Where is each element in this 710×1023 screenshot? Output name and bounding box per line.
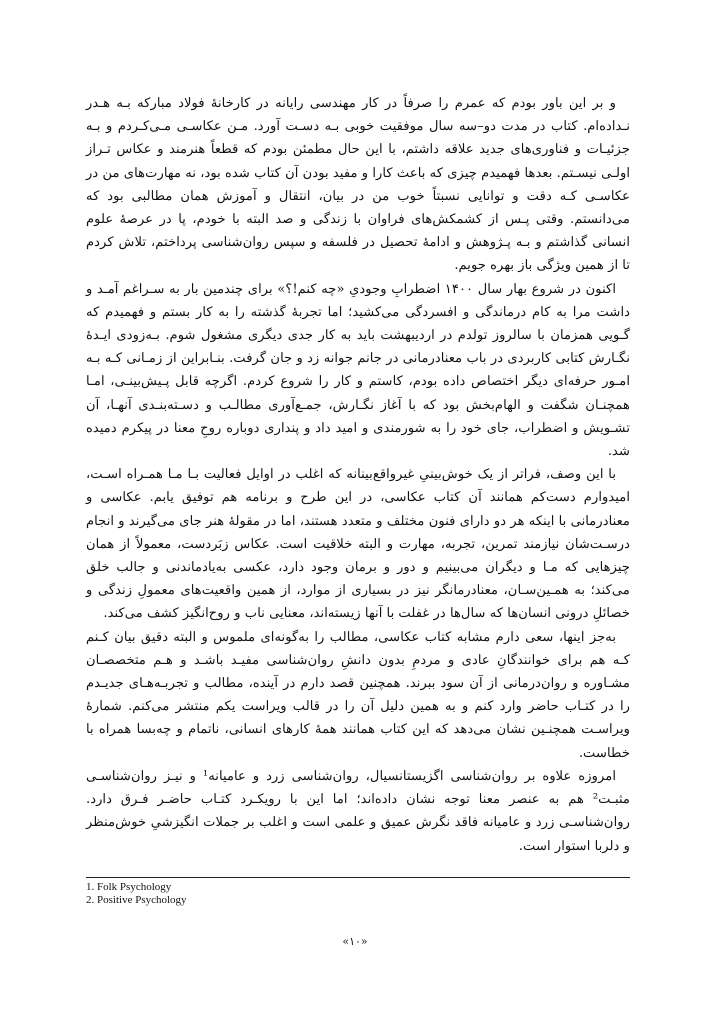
page-number: «۱۰» (342, 935, 368, 948)
paragraph-1: و بر این باور بودم که عمرم را صرفاً در کار مهندسی رایانه در کارخانهٔ فولاد مبارکه بـه هـدر نـداده‌ام. کتاب در مدت دو–سه سال موفقیت خوبی بـه دسـت آورد. مـن عکاسـی مـی‌کـردم و بـه جزئیـات و فناوری‌های جدید علاقه داشتم، با این حال مطمئن بودم که قطعاً هنرمند و عکاس تـراز اولـی نیسـتم. بعدها فهمیدم چیزی که باعث کارا و مفید بودن آن کتاب شده بود، نه مهارت‌های من در عکاسـی کـه دقت و توانایی نسبتاً خوب من در بیان، انتقال و آموزش همان مطالبی بود که می‌دانستم. وقتی پـس از کشمکش‌های فراوان با زندگی و صد البته با خودم، پا در عرصهٔ علوم انسانی گذاشتم و بـه پـژوهش و ادامهٔ تحصیل در فلسفه و سپس روان‌شناسی پرداختم، تلاش کردم تا از همین ویژگی باز بهره جویم. (86, 96, 630, 274)
footnote-1: 1. Folk Psychology (86, 881, 172, 893)
paragraph-5: امروزه علاوه بر روان‌شناسی اگزیستانسیال، روان‌شناسی زرد و عامیانه¹ و نیـز روان‌شناسـی مثبـت² هم به عنصر معنا توجه نشان داده‌اند؛ اما این با رویکـرد کتـاب حاضـر فـرق دارد. روان‌شناسـی زرد و عامیانه فاقد نگرش عمیق و علمی است و اغلب بر جملات انگیزشیِ خوش‌منظر و دلربا استوار است. (86, 768, 630, 854)
footnote-2: 2. Positive Psychology (86, 894, 187, 906)
footnote-divider (86, 877, 630, 878)
body-text (86, 92, 630, 858)
paragraph-3: با این وصف، فراتر از یک خوش‌بینیِ غیرواقع‌بینانه که اغلب در اوایل فعالیت بـا مـا همـراه اسـت، امیدوارم دست‌کم همانند آن کتاب عکاسی، در این طرح و برنامه هم توفیق یابم. عکاسی و معنادرمانی با اینکه هر دو دارای فنون مختلف و متعدد هستند، اما در مقولهٔ هنر جای می‌گیرند و انجام درسـت‌شان نیازمند تمرین، تجربه، مهارت و البته خلاقیت است. عکاس زبَردست، معمولاً از همان چیزهایی که مـا و دیگران می‌بینیم و دور و برمان وجود دارد، عکسی به‌یادماندنی و جالب خلق می‌کند؛ به همـین‌سـان، معنادرمانگر نیز در بسیاری از موارد، از همین واقعیت‌های معمولِ زندگی و خصائلِ درونی انسان‌ها که سال‌ها در غفلت با آنها زیسته‌اند، معنایی ناب و روح‌انگیز کشف می‌کند. (86, 467, 630, 622)
footnotes (86, 881, 386, 907)
paragraph-2: اکنون در شروع بهار سال ۱۴۰۰ اضطرابِ وجودیِ «چه کنم!؟» برای چندمین بار به سـراغم آمـد و داشت مرا به کام درماندگی و افسردگی می‌کشید؛ اما تجربهٔ گذشته را به کار بستم و فهمیدم که گـویی همزمان با سالروز تولدم در اردیبهشت باید به کار جدی دیگری مشغول شوم. بـه‌زودی ایـدهٔ نگـارش کتابی کاربردی در باب معنادرمانی در جانم جوانه زد و جان گرفت. بنـابراین از زمـانی کـه بـه امـور حرفه‌ای دیگر اختصاص داده بودم، کاستم و کار را شروع کردم. اگرچه قابل پـیش‌بینـی، امـا همچنـان شگفت و الهام‌بخش بود که با آغاز نگـارش، جمـع‌آوری مطالـب و دسـته‌بنـدی آنهـا، آن تشـویش و اضطراب، جای خود را به شورمندی و امید داد و پنداری دوباره روحِ معنا در پیکرم دمیده شد. (86, 281, 630, 460)
paragraph-4: به‌جز اینها، سعی دارم مشابه کتاب عکاسی، مطالب را به‌گونه‌ای ملموس و البته دقیق بیان کـنم کـه هم برای خوانندگانِ عادی و مردمِ بدون دانشِ روان‌شناسی مفیـد باشـد و هـم متخصصـان مشـاوره و روان‌درمانی از آن سود ببرند. همچنین قصد دارم در آینده، مطالب و تجربـه‌هـای جدیـدم را در کتـاب حاضر وارد کنم و به همین دلیل آن را در قالب ویراست یکم منتشر می‌کنم. شمارهٔ ویراسـت همچنـین نشان می‌دهد که این کتاب همانند همهٔ کارهای انسانی، ناتمام و چه‌بسا همراه با خطاست. (86, 629, 630, 761)
